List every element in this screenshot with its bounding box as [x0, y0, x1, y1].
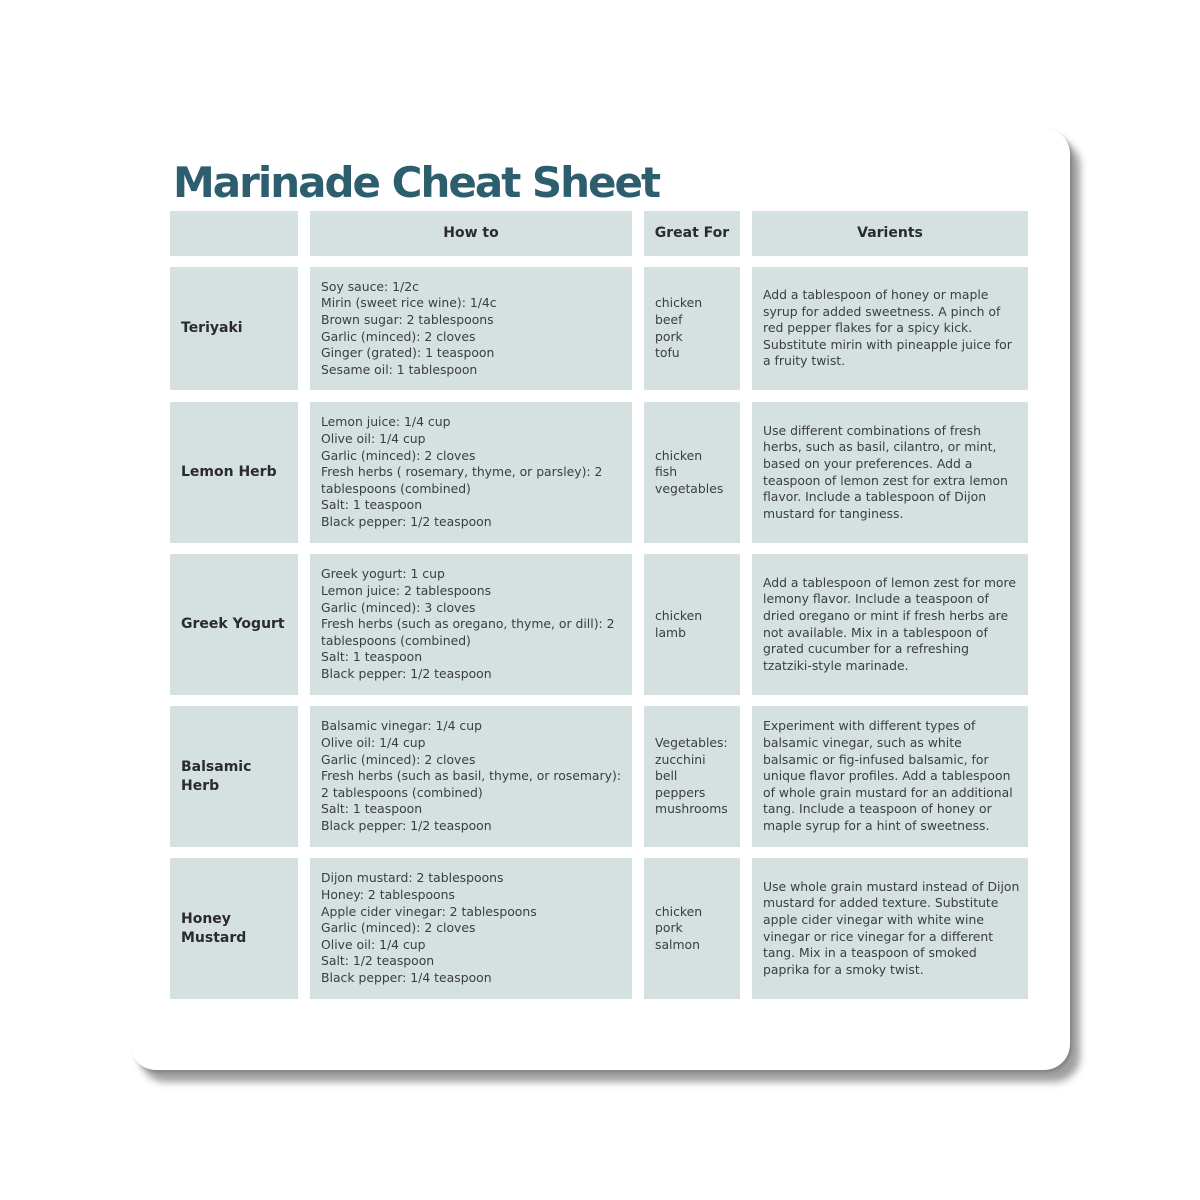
marinade-name	[170, 858, 298, 999]
great-for-cell	[644, 858, 740, 999]
ingredient-line: Black pepper: 1/2 teaspoon	[321, 513, 492, 529]
how-to-cell	[310, 554, 632, 695]
ingredient-line: Garlic (minced): 2 cloves	[321, 447, 476, 463]
great-for-item: zucchini	[655, 751, 706, 767]
ingredient-list	[321, 279, 497, 379]
how-to-cell	[310, 402, 632, 543]
ingredient-line: Salt: 1 teaspoon	[321, 801, 423, 817]
great-for-list	[655, 295, 702, 361]
great-for-item: Vegetables:	[655, 735, 728, 751]
how-to-cell	[310, 267, 632, 390]
great-for-cell	[644, 267, 740, 390]
ingredient-line: Black pepper: 1/2 teaspoon	[321, 665, 492, 681]
great-for-cell	[644, 402, 740, 543]
ingredient-line: Lemon juice: 1/4 cup	[321, 414, 451, 430]
variants-cell	[752, 706, 1028, 847]
great-for-item: fish	[655, 464, 678, 480]
ingredient-line: Brown sugar: 2 tablespoons	[321, 311, 494, 327]
ingredient-line: Honey: 2 tablespoons	[321, 887, 455, 903]
ingredient-line: Sesame oil: 1 tablespoon	[321, 361, 478, 377]
ingredient-line: Lemon juice: 2 tablespoons	[321, 583, 492, 599]
cheat-sheet-card	[130, 128, 1070, 1070]
ingredient-line: Garlic (minced): 2 cloves	[321, 328, 476, 344]
ingredient-line: Black pepper: 1/4 teaspoon	[321, 969, 492, 985]
variants-cell	[752, 402, 1028, 543]
ingredient-line: Salt: 1 teaspoon	[321, 497, 423, 513]
marinade-name-text: Lemon Herb	[181, 464, 277, 480]
ingredient-line: Fresh herbs (such as basil, thyme, or rosemary): 2 tablespoons (combined)	[321, 768, 621, 800]
variants-text: Add a tablespoon of honey or maple syrup for added sweetness. A pinch of red pepper flakes for a spicy kick. Substitute mirin with pineapple juice for a fruity twist.	[763, 287, 1012, 369]
great-for-item: pork	[655, 328, 683, 344]
ingredient-list	[321, 718, 624, 834]
header-great-for: Great For	[644, 211, 740, 256]
great-for-item: chicken	[655, 903, 703, 919]
ingredient-list	[321, 566, 624, 682]
ingredient-line: Mirin (sweet rice wine): 1/4c	[321, 295, 497, 311]
ingredient-line: Garlic (minced): 2 cloves	[321, 920, 476, 936]
great-for-list	[655, 735, 728, 818]
great-for-item: chicken	[655, 607, 703, 623]
great-for-list	[655, 608, 702, 641]
great-for-item: salmon	[655, 936, 700, 952]
ingredient-line: Garlic (minced): 2 cloves	[321, 751, 476, 767]
great-for-item: peppers	[655, 784, 706, 800]
marinade-name	[170, 402, 298, 543]
ingredient-line: Apple cider vinegar: 2 tablespoons	[321, 903, 537, 919]
ingredient-line: Ginger (grated): 1 teaspoon	[321, 345, 495, 361]
variants-cell	[752, 554, 1028, 695]
marinade-name-text: Greek Yogurt	[181, 616, 285, 632]
ingredient-line: Black pepper: 1/2 teaspoon	[321, 817, 492, 833]
page-title: Marinade Cheat Sheet	[173, 158, 660, 207]
ingredient-line: Balsamic vinegar: 1/4 cup	[321, 718, 482, 734]
ingredient-line: Olive oil: 1/4 cup	[321, 936, 426, 952]
great-for-cell	[644, 706, 740, 847]
great-for-item: chicken	[655, 295, 703, 311]
marinade-name	[170, 267, 298, 390]
great-for-item: pork	[655, 920, 683, 936]
marinade-name	[170, 554, 298, 695]
ingredient-line: Olive oil: 1/4 cup	[321, 431, 426, 447]
variants-text: Use whole grain mustard instead of Dijon mustard for added texture. Substitute apple cider vinegar with white wine vinegar or rice vinegar for a different tang. Mix in a teaspoon of smoked paprika for a smoky twist.	[763, 878, 1020, 977]
great-for-list	[655, 448, 723, 498]
great-for-item: beef	[655, 311, 683, 327]
variants-cell	[752, 858, 1028, 999]
ingredient-list	[321, 414, 624, 530]
ingredient-line: Greek yogurt: 1 cup	[321, 566, 445, 582]
variants-cell	[752, 267, 1028, 390]
marinade-name-text: Teriyaki	[181, 320, 243, 336]
marinade-name-text: Balsamic Herb	[181, 758, 252, 794]
ingredient-line: Fresh herbs (such as oregano, thyme, or dill): 2 tablespoons (combined)	[321, 616, 615, 648]
ingredient-line: Garlic (minced): 3 cloves	[321, 599, 476, 615]
ingredient-list	[321, 870, 537, 986]
header-how-to: How to	[310, 211, 632, 256]
variants-text: Use different combinations of fresh herbs, such as basil, cilantro, or mint, based on your preferences. Add a teaspoon of lemon zest for extra lemon flavor. Include a tablespoon of Dijon mustard for tanginess.	[763, 422, 1008, 521]
ingredient-line: Fresh herbs ( rosemary, thyme, or parsley): 2 tablespoons (combined)	[321, 464, 603, 496]
ingredient-line: Salt: 1/2 teaspoon	[321, 953, 435, 969]
ingredient-line: Soy sauce: 1/2c	[321, 278, 419, 294]
ingredient-line: Salt: 1 teaspoon	[321, 649, 423, 665]
marinade-name	[170, 706, 298, 847]
header-cell-empty	[170, 211, 298, 256]
great-for-item: tofu	[655, 345, 680, 361]
header-variants: Varients	[752, 211, 1028, 256]
variants-text: Experiment with different types of balsamic vinegar, such as white balsamic or fig-infused balsamic, for unique flavor profiles. Add a tablespoon of whole grain mustard for an additional tang. Include a teaspoon of honey or maple syrup for a hint of sweetness.	[763, 718, 1013, 833]
ingredient-line: Dijon mustard: 2 tablespoons	[321, 870, 504, 886]
marinade-name-text: Honey Mustard	[181, 910, 247, 946]
great-for-item: bell	[655, 768, 678, 784]
great-for-item: chicken	[655, 447, 703, 463]
great-for-item: lamb	[655, 624, 686, 640]
how-to-cell	[310, 858, 632, 999]
great-for-item: vegetables	[655, 480, 724, 496]
variants-text: Add a tablespoon of lemon zest for more lemony flavor. Include a teaspoon of dried oregano or mint if fresh herbs are not available. Mix in a tablespoon of grated cucumber for a refreshing tzatziki-style marinade.	[763, 574, 1016, 673]
great-for-item: mushrooms	[655, 801, 728, 817]
great-for-cell	[644, 554, 740, 695]
great-for-list	[655, 904, 702, 954]
ingredient-line: Olive oil: 1/4 cup	[321, 735, 426, 751]
how-to-cell	[310, 706, 632, 847]
